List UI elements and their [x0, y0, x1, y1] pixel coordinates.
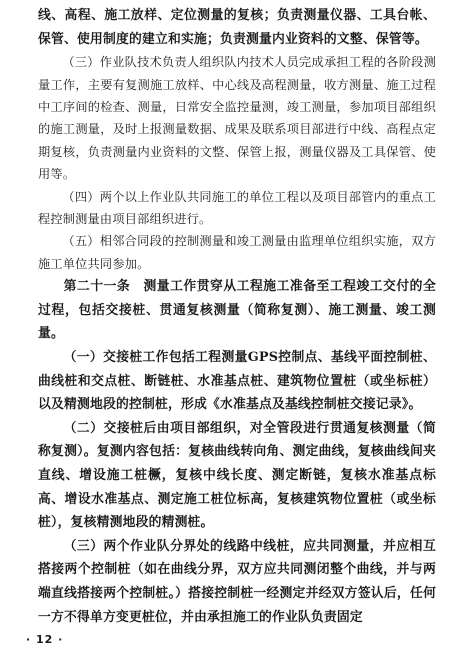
document-body	[38, 4, 436, 629]
article-21-item-2: （二）交接桩后由项目部组织，对全管段进行贯通复核测量（简称复测）。复测内容包括：复核曲线转向角、测定曲线，复核曲线间夹直线、增设施工桩橛，复核中线长度、测定断链，复核水准基点标高、增设水准基点、测定施工桩位标高，复核建筑物位置桩（或坐标桩），复核精测地段的精测桩。	[38, 420, 436, 531]
paragraph-item-4: （四）两个以上作业队共同施工的单位工程以及项目部管内的重点工程控制测量由项目部组织进行。	[38, 189, 436, 227]
article-21-item-1: （一）交接桩工作包括工程测量GPS控制点、基线平面控制桩、曲线桩和交点桩、断链桩、水准基点桩、建筑物位置桩（或坐标桩）以及精测地段的控制桩，形成《水准基点及基线控制桩交接记录》。	[38, 350, 436, 413]
article-21-item-3: （三）两个作业队分界处的线路中线桩，应共同测量，并应相互搭接两个控制桩（如在曲线分界，双方应共同测闭整个曲线，并与两端直线搭接两个控制桩。）搭接控制桩一经测定并经双方签认后，任何一方不得单方变更桩位，并由承担施工的作业队负责固定	[38, 538, 436, 625]
page-number: · 12 ·	[26, 633, 64, 646]
paragraph-continuation: 线、高程、施工放样、定位测量的复核；负责测量仪器、工具台帐、保管、使用制度的建立和实施；负责测量内业资料的文整、保管等。	[38, 8, 436, 47]
paragraph-item-3: （三）作业队技术负责人组织队内技术人员完成承担工程的各阶段测量工作，主要有复测施工放样、中心线及高程测量，收方测量、施工过程中工序间的检查、测量，日常安全监控量测，竣工测量，参加项目部组织的施工测量，及时上报测量数据、成果及联系项目部进行中线、高程点定期复核，负责测量内业资料的文整、保管上报，测量仪器及工具保管、使用等。	[38, 55, 436, 182]
paragraph-item-5: （五）相邻合同段的控制测量和竣工测量由监理单位组织实施，双方施工单位共同参加。	[38, 234, 436, 271]
article-21-heading: 第二十一条 测量工作贯穿从工程施工准备至工程竣工交付的全过程，包括交接桩、贯通复核测量（简称复测）、施工测量、竣工测量。	[38, 279, 436, 342]
